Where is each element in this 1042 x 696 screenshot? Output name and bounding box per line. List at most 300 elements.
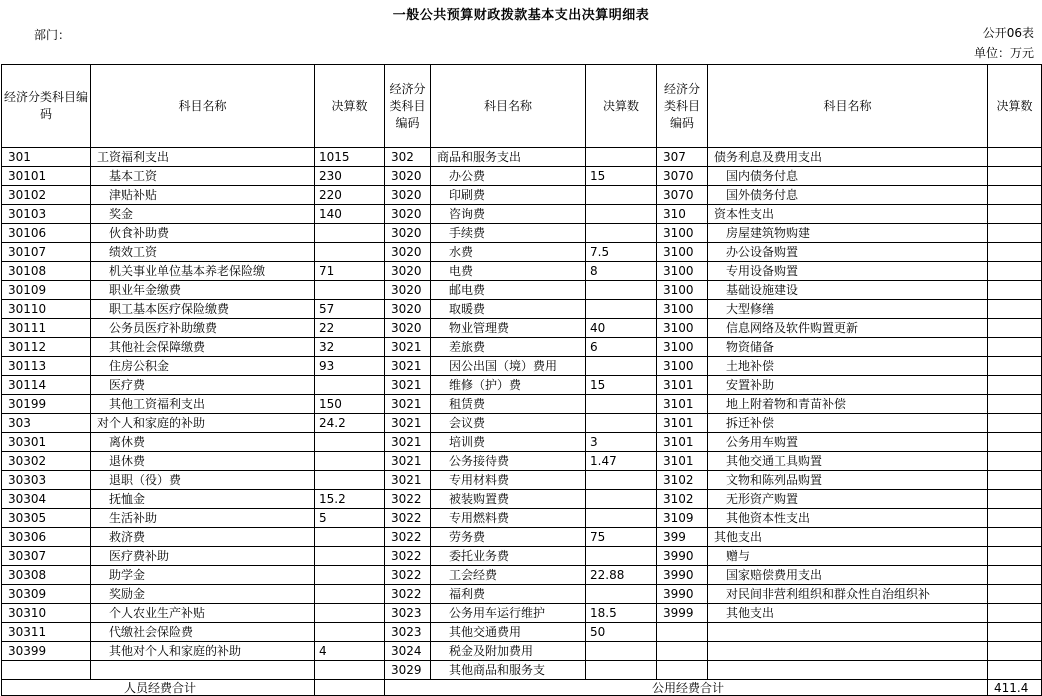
header-name-3: 科目名称 [708, 65, 988, 148]
code-cell: 3022 [385, 547, 431, 566]
subject-name-cell: 税金及附加费用 [431, 642, 586, 661]
code-cell: 30301 [2, 433, 91, 452]
code-cell: 310 [657, 205, 708, 224]
code-cell: 3999 [657, 604, 708, 623]
subject-name-cell: 医疗费补助 [91, 547, 315, 566]
subject-name-cell: 文物和陈列品购置 [708, 471, 988, 490]
subject-name-cell: 其他交通费用 [431, 623, 586, 642]
code-cell: 3101 [657, 452, 708, 471]
subject-name-cell: 培训费 [431, 433, 586, 452]
subject-name-cell: 工资福利支出 [91, 148, 315, 167]
table-row [2, 338, 1042, 357]
amount-cell [586, 395, 657, 414]
header-code-3: 经济分类科目编码 [657, 65, 708, 148]
code-cell [657, 661, 708, 680]
code-cell: 3100 [657, 319, 708, 338]
subject-name-cell: 其他商品和服务支 [431, 661, 586, 680]
subject-name-cell: 专用设备购置 [708, 262, 988, 281]
header-code-1: 经济分类科目编码 [2, 65, 91, 148]
amount-cell [315, 471, 385, 490]
subject-name-cell: 安置补助 [708, 376, 988, 395]
amount-cell: 18.5 [586, 604, 657, 623]
amount-cell: 50 [586, 623, 657, 642]
amount-cell [315, 566, 385, 585]
subject-name-cell: 基本工资 [91, 167, 315, 186]
code-cell: 3020 [385, 186, 431, 205]
table-row [2, 300, 1042, 319]
amount-cell [988, 566, 1042, 585]
code-cell: 3990 [657, 585, 708, 604]
subject-name-cell: 公务接待费 [431, 452, 586, 471]
code-cell: 3102 [657, 471, 708, 490]
amount-cell: 5 [315, 509, 385, 528]
amount-cell [988, 205, 1042, 224]
subject-name-cell [91, 661, 315, 680]
code-cell: 3070 [657, 167, 708, 186]
amount-cell: 22.88 [586, 566, 657, 585]
subject-name-cell: 资本性支出 [708, 205, 988, 224]
subject-name-cell: 地上附着物和青苗补偿 [708, 395, 988, 414]
table-row [2, 167, 1042, 186]
code-cell: 30112 [2, 338, 91, 357]
code-cell: 3021 [385, 452, 431, 471]
amount-cell [586, 186, 657, 205]
subject-name-cell: 咨询费 [431, 205, 586, 224]
subject-name-cell: 国外债务付息 [708, 186, 988, 205]
subject-name-cell: 绩效工资 [91, 243, 315, 262]
amount-cell [988, 509, 1042, 528]
amount-cell [586, 642, 657, 661]
header-name-2: 科目名称 [431, 65, 586, 148]
amount-cell [988, 224, 1042, 243]
report-title: 一般公共预算财政拨款基本支出决算明细表 [392, 8, 650, 23]
code-cell: 3021 [385, 357, 431, 376]
subject-name-cell: 维修（护）费 [431, 376, 586, 395]
code-cell: 3022 [385, 585, 431, 604]
amount-cell: 75 [586, 528, 657, 547]
code-cell: 3101 [657, 376, 708, 395]
code-cell: 30305 [2, 509, 91, 528]
code-cell: 30107 [2, 243, 91, 262]
code-cell: 3109 [657, 509, 708, 528]
table-row [2, 547, 1042, 566]
subject-name-cell: 对民间非营利组织和群众性自治组织补 [708, 585, 988, 604]
subject-name-cell: 无形资产购置 [708, 490, 988, 509]
code-cell: 3100 [657, 224, 708, 243]
amount-cell [315, 224, 385, 243]
subject-name-cell: 手续费 [431, 224, 586, 243]
table-row [2, 509, 1042, 528]
subject-name-cell: 被装购置费 [431, 490, 586, 509]
code-cell: 3021 [385, 395, 431, 414]
table-row [2, 566, 1042, 585]
amount-cell [988, 395, 1042, 414]
amount-cell: 4 [315, 642, 385, 661]
subject-name-cell: 取暖费 [431, 300, 586, 319]
code-cell: 30108 [2, 262, 91, 281]
amount-cell [586, 205, 657, 224]
code-cell: 30309 [2, 585, 91, 604]
code-cell: 30102 [2, 186, 91, 205]
department-label: 部门： [34, 28, 71, 42]
amount-cell [586, 509, 657, 528]
code-cell: 30101 [2, 167, 91, 186]
subject-name-cell: 债务利息及费用支出 [708, 148, 988, 167]
amount-cell [988, 585, 1042, 604]
code-cell: 30303 [2, 471, 91, 490]
subject-name-cell [708, 642, 988, 661]
code-cell: 307 [657, 148, 708, 167]
amount-cell [988, 300, 1042, 319]
amount-cell: 1.47 [586, 452, 657, 471]
subject-name-cell: 抚恤金 [91, 490, 315, 509]
subject-name-cell: 水费 [431, 243, 586, 262]
subject-name-cell: 国内债务付息 [708, 167, 988, 186]
code-cell: 302 [385, 148, 431, 167]
subject-name-cell: 救济费 [91, 528, 315, 547]
code-cell [2, 661, 91, 680]
amount-cell [988, 319, 1042, 338]
table-row [2, 528, 1042, 547]
amount-cell [586, 148, 657, 167]
code-cell: 3020 [385, 300, 431, 319]
code-cell: 3100 [657, 357, 708, 376]
subject-name-cell: 伙食补助费 [91, 224, 315, 243]
subject-name-cell: 赠与 [708, 547, 988, 566]
subject-name-cell: 医疗费 [91, 376, 315, 395]
code-cell: 3020 [385, 167, 431, 186]
code-cell: 3022 [385, 490, 431, 509]
amount-cell: 15 [586, 376, 657, 395]
code-cell: 303 [2, 414, 91, 433]
subject-name-cell: 专用燃料费 [431, 509, 586, 528]
header-amount-2: 决算数 [586, 65, 657, 148]
table-row [2, 642, 1042, 661]
code-cell: 301 [2, 148, 91, 167]
amount-cell [315, 661, 385, 680]
subject-name-cell: 公务用车运行维护 [431, 604, 586, 623]
amount-cell [988, 642, 1042, 661]
code-cell: 3022 [385, 509, 431, 528]
table-row [2, 224, 1042, 243]
subject-name-cell: 生活补助 [91, 509, 315, 528]
amount-cell [315, 604, 385, 623]
amount-cell: 3 [586, 433, 657, 452]
code-cell: 3021 [385, 376, 431, 395]
subject-name-cell: 其他支出 [708, 528, 988, 547]
code-cell: 30399 [2, 642, 91, 661]
code-cell: 3022 [385, 528, 431, 547]
amount-cell: 1015 [315, 148, 385, 167]
amount-cell [586, 224, 657, 243]
code-cell: 3023 [385, 604, 431, 623]
amount-cell: 8 [586, 262, 657, 281]
amount-cell [586, 300, 657, 319]
code-cell: 3020 [385, 262, 431, 281]
subject-name-cell: 信息网络及软件购置更新 [708, 319, 988, 338]
amount-cell [315, 528, 385, 547]
code-cell: 3020 [385, 281, 431, 300]
table-row [2, 471, 1042, 490]
subject-name-cell: 其他资本性支出 [708, 509, 988, 528]
code-cell [657, 623, 708, 642]
amount-cell [988, 281, 1042, 300]
code-cell: 3101 [657, 433, 708, 452]
code-cell: 3101 [657, 395, 708, 414]
subject-name-cell: 房屋建筑物购建 [708, 224, 988, 243]
amount-cell [315, 585, 385, 604]
amount-cell [315, 433, 385, 452]
code-cell: 30109 [2, 281, 91, 300]
subject-name-cell: 退职（役）费 [91, 471, 315, 490]
amount-cell: 140 [315, 205, 385, 224]
expenditure-table [1, 64, 1042, 696]
subject-name-cell: 奖金 [91, 205, 315, 224]
table-row [2, 490, 1042, 509]
subject-name-cell: 差旅费 [431, 338, 586, 357]
amount-cell [988, 604, 1042, 623]
table-row [2, 452, 1042, 471]
subject-name-cell: 津贴补贴 [91, 186, 315, 205]
amount-cell [586, 585, 657, 604]
amount-cell: 6 [586, 338, 657, 357]
code-cell: 3023 [385, 623, 431, 642]
amount-cell: 15.2 [315, 490, 385, 509]
table-row [2, 395, 1042, 414]
amount-cell: 7.5 [586, 243, 657, 262]
code-cell: 3020 [385, 205, 431, 224]
subject-name-cell: 退休费 [91, 452, 315, 471]
subject-name-cell: 助学金 [91, 566, 315, 585]
subject-name-cell [708, 661, 988, 680]
subject-name-cell: 专用材料费 [431, 471, 586, 490]
amount-cell [988, 357, 1042, 376]
code-cell: 3020 [385, 243, 431, 262]
code-cell: 3100 [657, 243, 708, 262]
table-row [2, 585, 1042, 604]
amount-cell [988, 243, 1042, 262]
table-row [2, 433, 1042, 452]
table-row [2, 281, 1042, 300]
table-row [2, 414, 1042, 433]
amount-cell [988, 433, 1042, 452]
code-cell: 3100 [657, 262, 708, 281]
code-cell: 3021 [385, 433, 431, 452]
table-row [2, 319, 1042, 338]
subject-name-cell: 其他交通工具购置 [708, 452, 988, 471]
amount-cell: 220 [315, 186, 385, 205]
amount-cell [988, 528, 1042, 547]
subject-name-cell: 大型修缮 [708, 300, 988, 319]
amount-cell [988, 490, 1042, 509]
amount-cell [988, 471, 1042, 490]
code-cell: 3024 [385, 642, 431, 661]
code-cell: 3021 [385, 414, 431, 433]
code-cell: 30302 [2, 452, 91, 471]
header-amount-3: 决算数 [988, 65, 1042, 148]
table-row [2, 262, 1042, 281]
table-row [2, 148, 1042, 167]
code-cell: 3021 [385, 471, 431, 490]
table-row [2, 376, 1042, 395]
table-row [2, 357, 1042, 376]
subject-name-cell: 会议费 [431, 414, 586, 433]
amount-cell [586, 547, 657, 566]
amount-cell [586, 281, 657, 300]
public-total-value: 411.4 [988, 680, 1042, 696]
subject-name-cell: 委托业务费 [431, 547, 586, 566]
code-cell: 30103 [2, 205, 91, 224]
table-row [2, 604, 1042, 623]
code-cell: 30306 [2, 528, 91, 547]
amount-cell: 150 [315, 395, 385, 414]
amount-cell: 93 [315, 357, 385, 376]
subject-name-cell: 个人农业生产补贴 [91, 604, 315, 623]
code-cell: 3020 [385, 224, 431, 243]
subject-name-cell: 劳务费 [431, 528, 586, 547]
code-cell: 30311 [2, 623, 91, 642]
subject-name-cell: 土地补偿 [708, 357, 988, 376]
unit-label: 单位：万元 [973, 46, 1034, 60]
code-cell: 3021 [385, 338, 431, 357]
amount-cell [988, 148, 1042, 167]
amount-cell [988, 262, 1042, 281]
amount-cell [315, 623, 385, 642]
subject-name-cell: 邮电费 [431, 281, 586, 300]
amount-cell [586, 357, 657, 376]
table-row [2, 623, 1042, 642]
code-cell: 30111 [2, 319, 91, 338]
subject-name-cell: 住房公积金 [91, 357, 315, 376]
subject-name-cell: 福利费 [431, 585, 586, 604]
code-cell: 30113 [2, 357, 91, 376]
table-header-row [2, 65, 1042, 148]
amount-cell [988, 167, 1042, 186]
amount-cell: 71 [315, 262, 385, 281]
subject-name-cell: 公务员医疗补助缴费 [91, 319, 315, 338]
subject-name-cell: 电费 [431, 262, 586, 281]
subject-name-cell: 基础设施建设 [708, 281, 988, 300]
code-cell: 30308 [2, 566, 91, 585]
code-cell: 3070 [657, 186, 708, 205]
subject-name-cell: 公务用车购置 [708, 433, 988, 452]
header-amount-1: 决算数 [315, 65, 385, 148]
subject-name-cell: 其他工资福利支出 [91, 395, 315, 414]
code-cell: 3990 [657, 547, 708, 566]
subject-name-cell: 对个人和家庭的补助 [91, 414, 315, 433]
code-cell: 3100 [657, 338, 708, 357]
personnel-total-value [315, 680, 385, 696]
code-cell: 3990 [657, 566, 708, 585]
code-cell: 3100 [657, 281, 708, 300]
amount-cell: 22 [315, 319, 385, 338]
code-cell: 3100 [657, 300, 708, 319]
subject-name-cell: 其他社会保障缴费 [91, 338, 315, 357]
amount-cell [988, 414, 1042, 433]
subject-name-cell: 职工基本医疗保险缴费 [91, 300, 315, 319]
code-cell: 3020 [385, 319, 431, 338]
amount-cell [586, 414, 657, 433]
code-cell: 30310 [2, 604, 91, 623]
table-row [2, 243, 1042, 262]
subject-name-cell: 代缴社会保险费 [91, 623, 315, 642]
subject-name-cell: 拆迁补偿 [708, 414, 988, 433]
amount-cell [315, 452, 385, 471]
code-cell: 30307 [2, 547, 91, 566]
header-name-1: 科目名称 [91, 65, 315, 148]
code-cell: 3022 [385, 566, 431, 585]
amount-cell [586, 661, 657, 680]
subject-name-cell: 物资储备 [708, 338, 988, 357]
subject-name-cell: 机关事业单位基本养老保险缴 [91, 262, 315, 281]
amount-cell [988, 452, 1042, 471]
subject-name-cell: 奖励金 [91, 585, 315, 604]
public-total-label: 公用经费合计 [385, 680, 988, 696]
subject-name-cell: 办公费 [431, 167, 586, 186]
code-cell: 30304 [2, 490, 91, 509]
amount-cell [988, 338, 1042, 357]
amount-cell [988, 186, 1042, 205]
subject-name-cell [708, 623, 988, 642]
subject-name-cell: 职业年金缴费 [91, 281, 315, 300]
amount-cell: 40 [586, 319, 657, 338]
subject-name-cell: 因公出国（境）费用 [431, 357, 586, 376]
amount-cell [988, 376, 1042, 395]
amount-cell: 15 [586, 167, 657, 186]
amount-cell [315, 281, 385, 300]
amount-cell [586, 471, 657, 490]
code-cell: 3101 [657, 414, 708, 433]
amount-cell [586, 490, 657, 509]
form-number: 公开06表 [982, 26, 1034, 40]
subject-name-cell: 工会经费 [431, 566, 586, 585]
subject-name-cell: 物业管理费 [431, 319, 586, 338]
subject-name-cell: 商品和服务支出 [431, 148, 586, 167]
subject-name-cell: 其他对个人和家庭的补助 [91, 642, 315, 661]
subject-name-cell: 离休费 [91, 433, 315, 452]
amount-cell [988, 547, 1042, 566]
code-cell: 3102 [657, 490, 708, 509]
amount-cell [988, 623, 1042, 642]
amount-cell [315, 547, 385, 566]
code-cell: 30199 [2, 395, 91, 414]
amount-cell [315, 243, 385, 262]
amount-cell: 230 [315, 167, 385, 186]
subject-name-cell: 办公设备购置 [708, 243, 988, 262]
code-cell: 30110 [2, 300, 91, 319]
subject-name-cell: 印刷费 [431, 186, 586, 205]
code-cell: 3029 [385, 661, 431, 680]
subject-name-cell: 租赁费 [431, 395, 586, 414]
code-cell: 30114 [2, 376, 91, 395]
table-row [2, 205, 1042, 224]
amount-cell: 57 [315, 300, 385, 319]
totals-row [2, 680, 1042, 696]
code-cell: 30106 [2, 224, 91, 243]
code-cell [657, 642, 708, 661]
header-code-2: 经济分类科目编码 [385, 65, 431, 148]
table-row [2, 186, 1042, 205]
amount-cell [315, 376, 385, 395]
code-cell: 399 [657, 528, 708, 547]
personnel-total-label: 人员经费合计 [2, 680, 315, 696]
amount-cell: 24.2 [315, 414, 385, 433]
amount-cell: 32 [315, 338, 385, 357]
amount-cell [988, 661, 1042, 680]
table-row [2, 661, 1042, 680]
subject-name-cell: 其他支出 [708, 604, 988, 623]
subject-name-cell: 国家赔偿费用支出 [708, 566, 988, 585]
